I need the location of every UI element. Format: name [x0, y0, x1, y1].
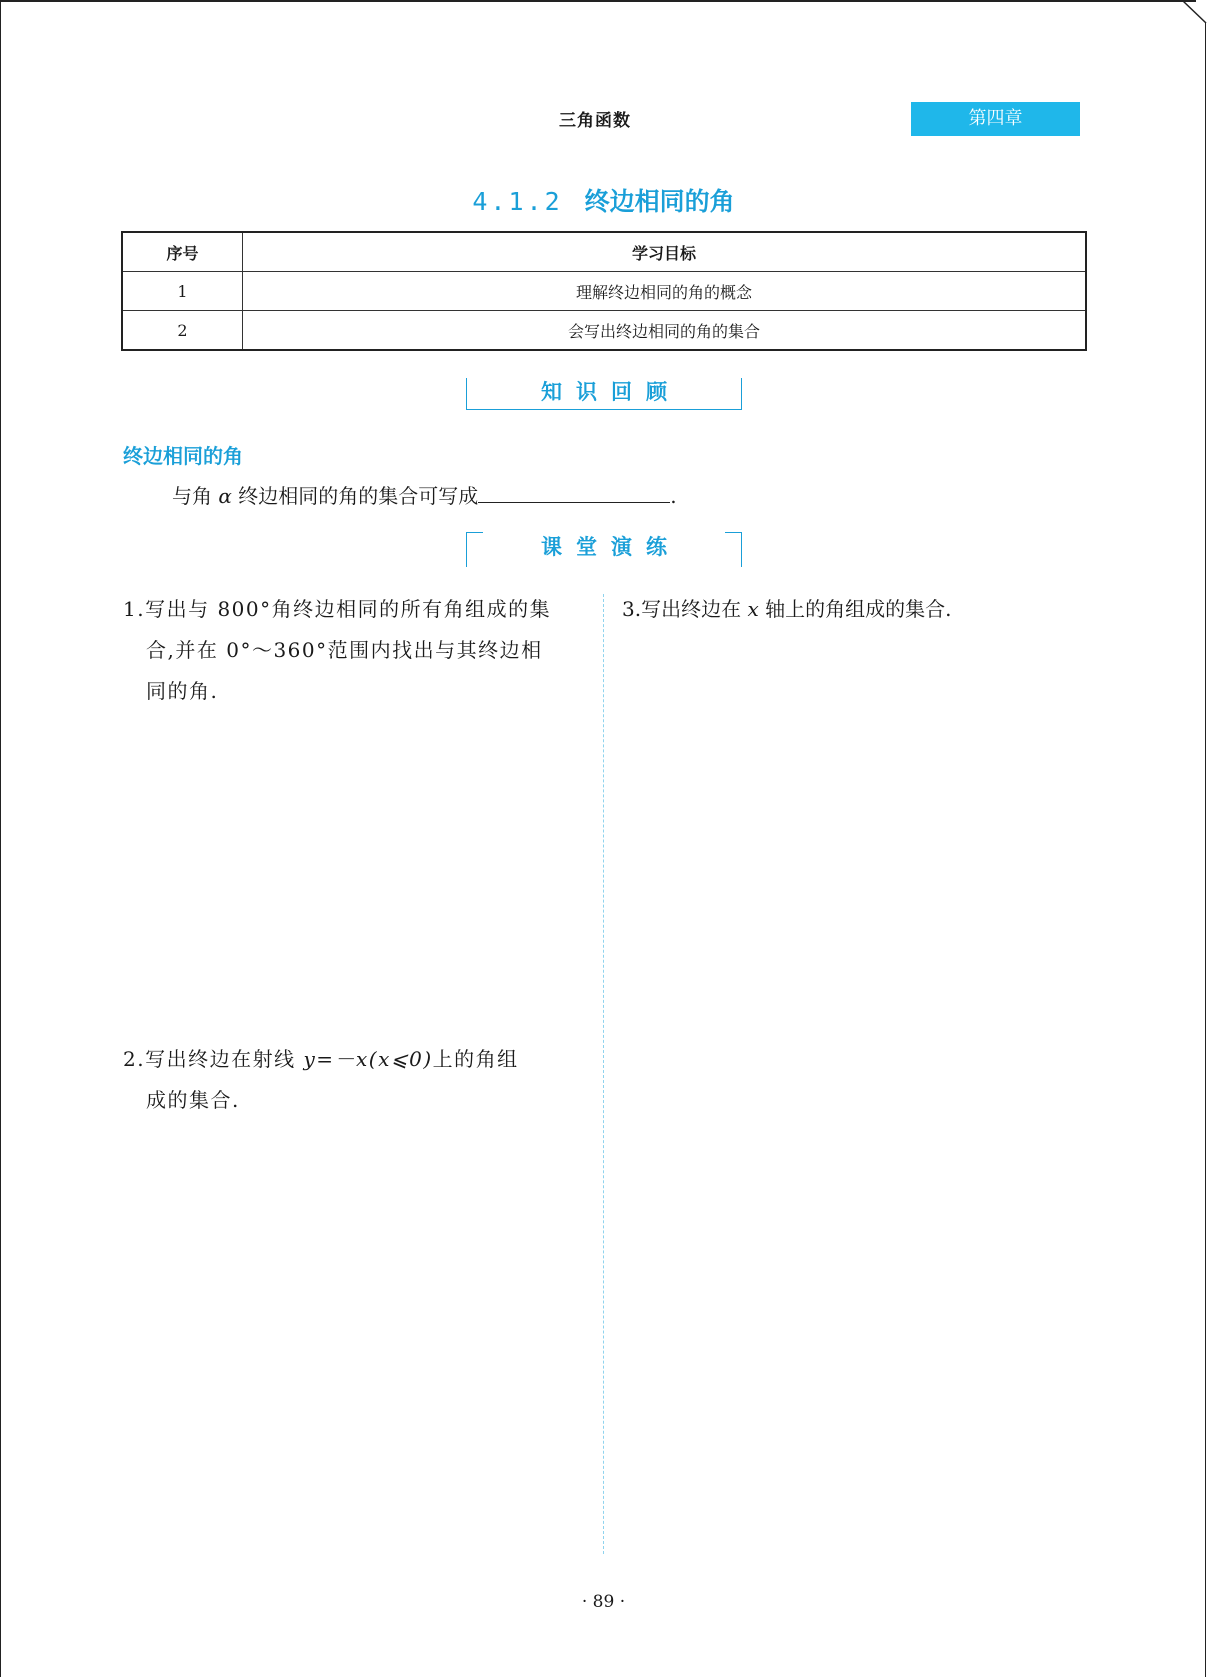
- question-2-suffix: 上的角组: [432, 1047, 519, 1071]
- row-index: 1: [122, 272, 243, 311]
- column-header-goal: 学习目标: [243, 232, 1087, 272]
- knowledge-review-heading: 知识回顾: [466, 378, 742, 410]
- column-header-index: 序号: [122, 232, 243, 272]
- table-header-row: [122, 232, 1086, 272]
- page-corner: [1183, 0, 1207, 24]
- page-right-edge: [1205, 22, 1206, 1677]
- question-1-line-2: 合,并在 0°～360°范围内找出与其终边相: [146, 638, 543, 662]
- question-3: [622, 589, 1092, 630]
- section-title: [0, 182, 1207, 218]
- question-2-math: y=－x(x⩽0): [303, 1047, 433, 1071]
- question-1: [123, 589, 593, 712]
- question-2: [123, 1039, 593, 1121]
- review-line-suffix: 终边相同的角的集合可写成: [238, 484, 479, 508]
- review-line-prefix: 与角: [172, 484, 212, 508]
- review-line-end: .: [670, 484, 677, 508]
- class-practice-heading-text: 课堂演练: [541, 535, 681, 559]
- review-fill-in-line: [172, 480, 677, 509]
- alpha-symbol: α: [218, 484, 232, 508]
- question-1-line-3: 同的角.: [146, 679, 219, 703]
- learning-objectives-table: [121, 231, 1087, 351]
- row-goal: 理解终边相同的角的概念: [243, 272, 1087, 311]
- page-number: · 89 ·: [581, 1592, 626, 1612]
- column-divider: [603, 594, 604, 1554]
- question-1-line-1: 1.写出与 800°角终边相同的所有角组成的集: [123, 597, 552, 621]
- review-subheading: 终边相同的角: [123, 444, 243, 468]
- row-index: 2: [122, 311, 243, 351]
- question-2-line-1: [123, 1039, 593, 1080]
- table-row: [122, 311, 1086, 351]
- answer-blank[interactable]: [478, 482, 670, 503]
- running-header-title: 三角函数: [559, 111, 631, 131]
- table-row: [122, 272, 1086, 311]
- question-2-line-2: 成的集合.: [146, 1088, 240, 1112]
- question-2-prefix: 2.写出终边在射线: [123, 1047, 304, 1071]
- question-3-math: x: [747, 597, 759, 621]
- chapter-badge: 第四章: [911, 102, 1080, 136]
- class-practice-heading: [466, 532, 742, 566]
- question-3-prefix: 3.写出终边在: [622, 597, 748, 621]
- question-3-line-1: [622, 589, 1092, 630]
- section-number: 4.1.2: [472, 187, 563, 216]
- row-goal: 会写出终边相同的角的集合: [243, 311, 1087, 351]
- section-name: 终边相同的角: [584, 187, 735, 216]
- question-3-suffix: 轴上的角组成的集合.: [758, 597, 952, 621]
